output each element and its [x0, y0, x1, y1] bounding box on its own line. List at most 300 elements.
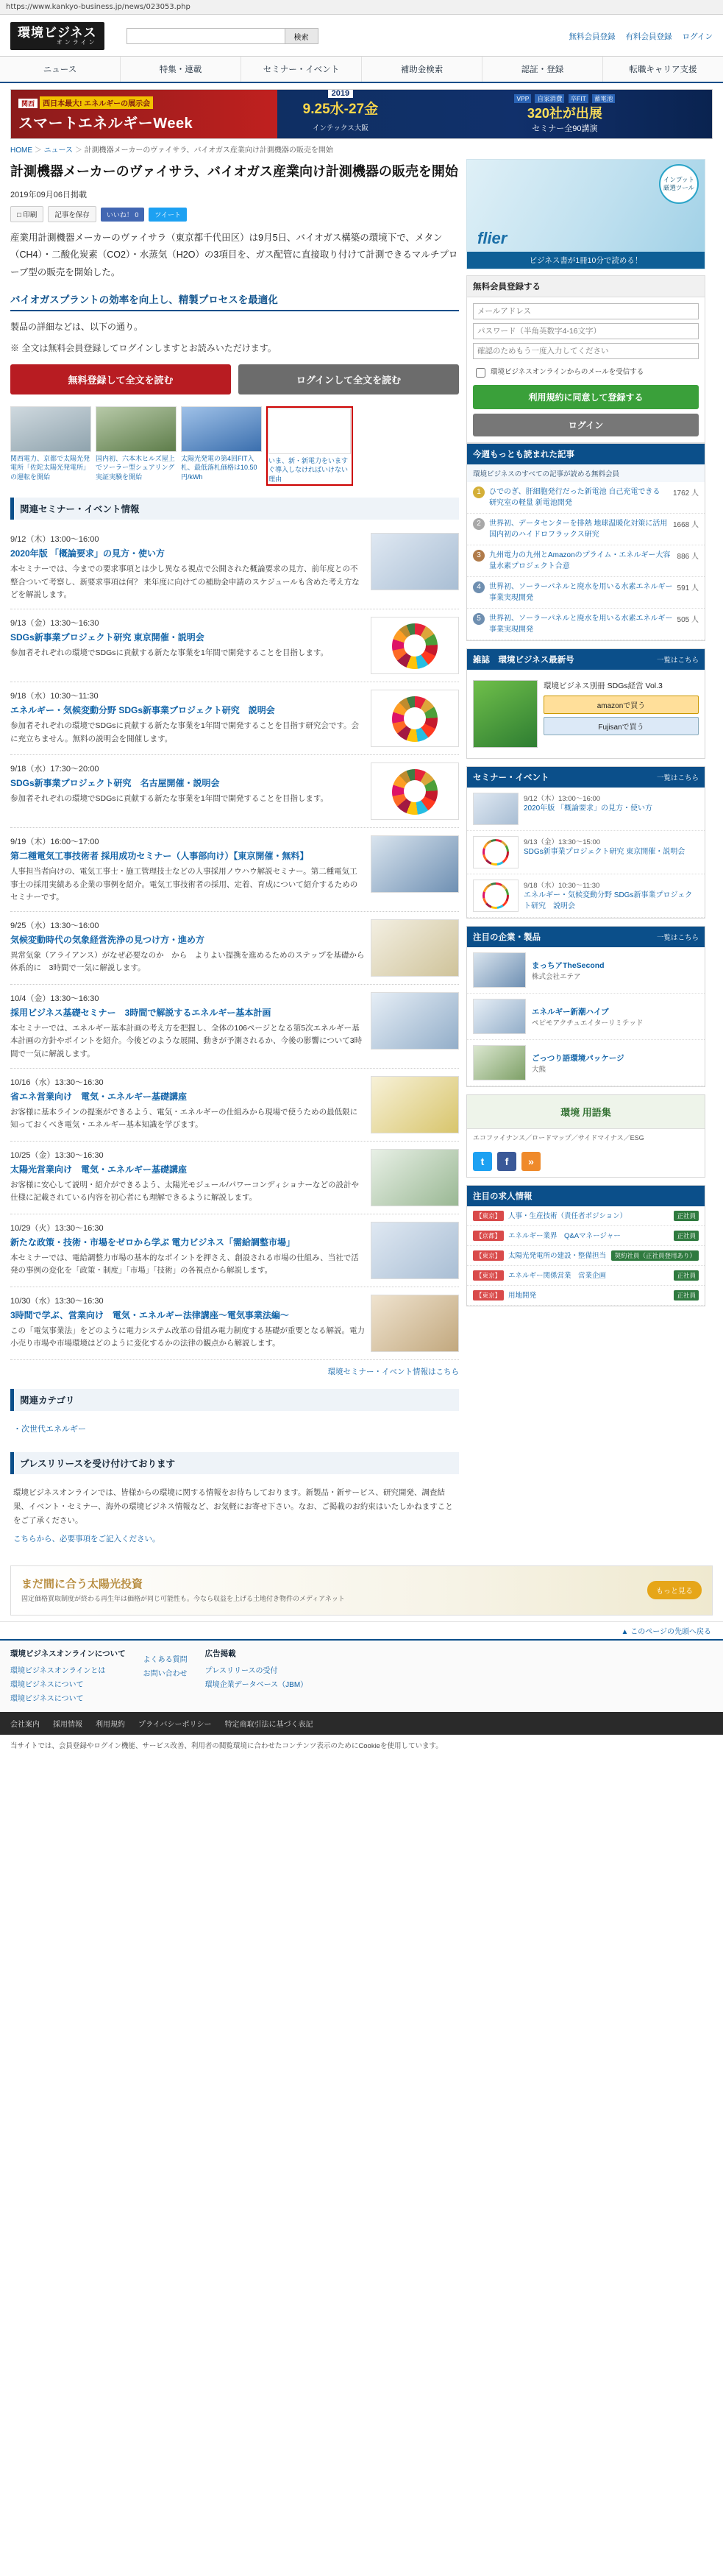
- thumb-image-2: [96, 406, 177, 452]
- seminar-date: 10/30（水）13:30～16:30: [10, 1297, 104, 1306]
- event-text: [524, 793, 652, 825]
- footer-head-ads: 広告掲載: [204, 1649, 236, 1658]
- footer-recruit-link[interactable]: 採用情報: [53, 1720, 82, 1729]
- job-status: 正社員: [674, 1290, 699, 1301]
- job-region: 【京都】: [473, 1231, 504, 1241]
- list-item[interactable]: [467, 545, 705, 577]
- glossary-note: エコファイナンス／ロードマップ／サイドマイナス／ESG: [473, 1134, 644, 1142]
- seminar-desc: 異常気象（アライアンス）がなぜ必要なのか から よりよい提携を進めるためのステップを基礎から体系的に 3時間で一気に解説します。: [10, 951, 365, 973]
- seminar-text: [10, 1076, 365, 1133]
- seminar-desc: 参加者それぞれの環境でSDGsに貢献する新たな事業を1年間で開発することを目指します。: [10, 794, 329, 804]
- category-section-header: 関連カテゴリ: [10, 1389, 459, 1411]
- magazine-body: [467, 670, 705, 758]
- seminar-date: 9/25（水）13:30～16:00: [10, 921, 99, 931]
- footer-list-about: [10, 1663, 126, 1705]
- print-button[interactable]: □ 印刷: [10, 206, 43, 222]
- search-input[interactable]: [127, 28, 285, 44]
- seminar-name[interactable]: SDGs新事業プロジェクト研究 東京開催・説明会: [10, 632, 204, 643]
- rank-count: 886 人: [677, 553, 699, 562]
- seminar-name[interactable]: 省エネ営業向け 電気・エネルギー基礎講座: [10, 1091, 188, 1103]
- seminar-item[interactable]: [10, 682, 459, 755]
- seminar-text: [10, 992, 365, 1061]
- flier-caption: ビジネス書が1冊10分で読める！: [467, 252, 705, 269]
- flier-logo: flier: [477, 229, 507, 248]
- seminar-item[interactable]: [10, 1142, 459, 1214]
- list-item[interactable]: [467, 994, 705, 1040]
- rank-number: 4: [473, 581, 485, 593]
- footer-copy: 当サイトでは、会員登録やログイン機能、サービス改善、利用者の閲覧環境に合わせたコンテンツ表示のためにCookieを使用しています。: [10, 1741, 443, 1750]
- company-product-name[interactable]: まっちアTheSecond: [532, 960, 605, 970]
- jobs-list: [467, 1206, 705, 1306]
- events-box: [466, 766, 705, 919]
- seminar-image: [371, 1222, 459, 1279]
- event-name[interactable]: SDGs新事業プロジェクト研究 東京開催・説明会: [524, 848, 685, 857]
- save-article-button[interactable]: 記事を保存: [48, 206, 96, 222]
- list-item[interactable]: [467, 514, 705, 545]
- job-title[interactable]: エネルギー関係営業 営業企画: [508, 1271, 607, 1280]
- promo-banner-region: 関西: [18, 99, 38, 108]
- seminar-text: [10, 762, 365, 820]
- login-button[interactable]: ログイン: [473, 414, 699, 436]
- rank-text[interactable]: ひでのぎ、肝細胞発行だった新電池 自己充電できる 研究室の軽量 新電池開発: [489, 488, 660, 508]
- rank-number: 1: [473, 486, 485, 498]
- companies-header: [467, 927, 705, 947]
- site-logo[interactable]: [10, 22, 104, 50]
- sdg-wheel-icon: [392, 623, 438, 669]
- seminar-date: 9/18（水）17:30～20:00: [10, 765, 99, 774]
- breadcrumb-home[interactable]: HOME: [10, 146, 32, 155]
- facebook-like-button[interactable]: いいね！ 0: [101, 208, 145, 222]
- promo-banner-date: 9.25水-27金: [302, 101, 379, 117]
- seminar-date: 9/19（木）16:00～17:00: [10, 838, 99, 847]
- article-paragraph: 製品の詳細などは、以下の通り。: [10, 321, 143, 332]
- seminar-more-link[interactable]: 環境セミナー・イベント情報はこちら: [327, 1367, 459, 1377]
- article-tools: [10, 206, 459, 222]
- thumb-caption-2[interactable]: 国内初、六本木ヒルズ屋上でソーラー型シェアリング 実証実験を開始: [96, 454, 175, 481]
- company-owner: 株式会社エテア: [532, 972, 581, 981]
- footer-list-help: [143, 1652, 188, 1680]
- email-field[interactable]: [473, 303, 699, 319]
- rank-text[interactable]: 世界初、ソーラーパネルと廃水を用いる水素エネルギー事業実現開発: [489, 583, 673, 603]
- thumb-caption-4[interactable]: いま、新・新電力をいますぐ導入しなければいけない理由: [268, 456, 349, 483]
- main-column: [10, 159, 459, 1551]
- rank-text[interactable]: 世界初、ソーラーパネルと廃水を用いる水素エネルギー事業実現開発: [489, 615, 673, 634]
- seminar-desc: 本セミナーでは、エネルギー基本計画の考え方を把握し、全体の106ページとなる第5次エネルギー基本計画の方針やポイントを紹介。今後どのような展開、動きが予測されるか、今後の影響について3時間で一気に解説します。: [10, 1024, 363, 1058]
- footer-terms-link[interactable]: 利用規約: [96, 1720, 125, 1729]
- seminar-item[interactable]: [10, 609, 459, 682]
- header-links: [569, 31, 713, 42]
- footer-link[interactable]: プレスリリースの受付: [204, 1666, 278, 1675]
- rank-number: 5: [473, 613, 485, 625]
- jobs-title: 注目の求人情報: [473, 1192, 533, 1202]
- password-confirm-field[interactable]: [473, 343, 699, 359]
- seminar-item[interactable]: [10, 985, 459, 1069]
- list-item[interactable]: [467, 1226, 705, 1246]
- magazine-info: [544, 680, 699, 748]
- magazine-header: [467, 649, 705, 670]
- promo-banner-tags: [418, 94, 712, 103]
- thumb-caption-3[interactable]: 太陽光発電の第4回FIT入札、最低落札価格は10.50円/kWh: [181, 454, 257, 481]
- ranking-note: 環境ビジネスのすべての記事が読める無料会員: [467, 464, 705, 482]
- thumb-image-4: [268, 408, 351, 454]
- promo-banner-left: [11, 96, 263, 132]
- promo-tag-battery: 蓄電池: [592, 94, 616, 103]
- press-body: [10, 1480, 459, 1552]
- promo-tag-vpp: VPP: [514, 94, 531, 103]
- seminar-name[interactable]: 第二種電気工事技術者 採用成功セミナー（人事部向け）【東京開催・無料】: [10, 851, 309, 862]
- list-item[interactable]: [467, 609, 705, 640]
- company-text: [532, 960, 605, 981]
- header-link-free-register[interactable]: 無料会員登録: [569, 32, 616, 41]
- seminar-text: [10, 1149, 365, 1206]
- footer-bottom-bar: [0, 1712, 723, 1735]
- promo-banner-catch: 西日本最大! エネルギーの展示会: [40, 96, 153, 109]
- job-status: 正社員: [674, 1231, 699, 1241]
- seminar-item[interactable]: [10, 1287, 459, 1360]
- job-title[interactable]: 太陽光発電所の建設・整備担当: [508, 1251, 607, 1260]
- breadcrumb-news[interactable]: ニュース: [43, 146, 74, 155]
- ad-body: 固定価格買取制度が終わる再生年は価格が同じ可能性も。今なら収益を上げる土地付き物件のメディアネット: [21, 1595, 345, 1603]
- seminar-image: [371, 1295, 459, 1352]
- category-item-next-gen-energy[interactable]: ・次世代エネルギー: [13, 1425, 86, 1434]
- article-date: 2019年09月06日掲載: [10, 191, 87, 200]
- related-thumb-1[interactable]: [10, 406, 91, 486]
- events-header: [467, 767, 705, 788]
- event-image: [473, 793, 519, 825]
- footer-link[interactable]: 環境企業データベース（JBM）: [204, 1680, 308, 1689]
- seminar-image-sdg: [371, 690, 459, 747]
- event-name[interactable]: 2020年版 「概論要求」の見方・使い方: [524, 804, 653, 813]
- companies-title: 注目の企業・製品: [473, 933, 541, 943]
- rank-text[interactable]: 九州電力の九州とAmazonのプライム・エネルギー大容量水素プロジェクト合意: [489, 551, 671, 571]
- press-text: 環境ビジネスオンラインでは、皆様からの環境に関する情報をお待ちしております。新製品・新サービス、研究開発、調査結果、イベント・セミナー、海外の環境ビジネス情報など、お気軽にお寄せ下さい。なお、ご掲載のお約束はいたしかねますことをご了承ください。: [13, 1488, 453, 1525]
- newsletter-checkbox[interactable]: [476, 368, 485, 378]
- footer-column-help: [143, 1648, 188, 1705]
- seminar-date: 9/12（木）13:00～16:00: [10, 535, 99, 545]
- breadcrumb-sep-1: ＞: [34, 146, 42, 155]
- footer-head-about: 環境ビジネスオンラインについて: [10, 1649, 126, 1658]
- press-link[interactable]: こちらから、必要事項をご記入ください。: [13, 1534, 160, 1543]
- magazine-more-link[interactable]: 一覧はこちら: [656, 657, 699, 665]
- event-text: [524, 836, 685, 868]
- promo-banner-dates: [263, 89, 418, 139]
- list-item[interactable]: [467, 482, 705, 514]
- seminar-item[interactable]: [10, 828, 459, 912]
- magazine-name: 環境ビジネス別冊 SDGs経営 Vol.3: [544, 682, 663, 691]
- sdg-wheel-icon: [392, 696, 438, 742]
- companies-box: [466, 926, 705, 1087]
- promo-banner-exhibitors: 320社が出展: [527, 106, 602, 121]
- seminar-desc: 参加者それぞれの環境でSDGsに貢献する新たな事業を1年間で開発することを目指す研究会です。会に充立ちません。無料の説明会を開催します。: [10, 721, 360, 743]
- footer-links: [0, 1639, 723, 1712]
- nav-item-certification[interactable]: 認証・登録: [482, 57, 603, 82]
- promo-tag-postfit: 卒FIT: [569, 94, 588, 103]
- list-item[interactable]: [467, 1266, 705, 1286]
- thumb-image-1: [10, 406, 91, 452]
- page-title: 計測機器メーカーのヴァイサラ、バイオガス産業向け計測機器の販売を開始: [10, 164, 458, 180]
- fujisan-buy-button[interactable]: Fujisanで買う: [544, 717, 699, 735]
- rss-icon[interactable]: »: [521, 1152, 541, 1171]
- promo-tag-selfconsumption: 自家消費: [535, 94, 564, 103]
- breadcrumb: [10, 144, 713, 155]
- seminar-name[interactable]: 3時間で学ぶ、営業向け 電気・エネルギー法律講座～電気事業法編～: [10, 1310, 289, 1321]
- page-top-link[interactable]: ▲ このページの先頭へ戻る: [0, 1621, 723, 1639]
- newsletter-checkbox-row[interactable]: [473, 366, 699, 380]
- seminar-date: 10/29（火）13:30～16:30: [10, 1224, 104, 1234]
- flier-ad[interactable]: [466, 159, 705, 269]
- seminar-desc: 本セミナーでは、今までの要求事項とは少し異なる視点で公開された概論要求の見方、前年度との不整合ついて考察し、新要求事項は何？ 来年度に向けての補助金申請のスケジュールも含めた考え方などを解説します。: [10, 565, 360, 599]
- seminar-date: 10/16（水）13:30～16:30: [10, 1078, 104, 1088]
- nav-item-subsidy-search[interactable]: 補助金検索: [362, 57, 482, 82]
- header-link-login[interactable]: ログイン: [682, 32, 713, 41]
- related-thumb-3[interactable]: [181, 406, 262, 486]
- job-region: 【東京】: [473, 1211, 504, 1221]
- promo-banner[interactable]: [10, 89, 713, 139]
- footer-link[interactable]: よくある質問: [143, 1655, 188, 1664]
- event-date: 9/12（木）13:00～16:00: [524, 795, 601, 804]
- footer-legal-link[interactable]: 特定商取引法に基づく表記: [224, 1720, 313, 1729]
- company-product-name[interactable]: ごっつり語環境パッケージ: [532, 1053, 624, 1063]
- rank-text[interactable]: 世界初、データセンターを排熱 地球温暖化対策に活用 国内初のハイドロフラックス研究: [489, 520, 668, 539]
- seminar-image: [371, 1076, 459, 1133]
- seminar-text: [10, 919, 365, 977]
- company-product-name[interactable]: エネルギー新潮ハイブ: [532, 1007, 609, 1016]
- jobs-header: [467, 1186, 705, 1206]
- company-image: [473, 952, 526, 988]
- event-date: 9/18（水）10:30～11:30: [524, 882, 600, 891]
- job-region: 【東京】: [473, 1250, 504, 1261]
- seminar-image: [371, 533, 459, 590]
- register-submit-button[interactable]: 利用規約に同意して登録する: [473, 385, 699, 409]
- list-item[interactable]: [467, 1040, 705, 1086]
- related-thumbs: [10, 406, 459, 486]
- login-cta[interactable]: ログインして全文を読む: [238, 364, 459, 394]
- events-more-link[interactable]: 一覧はこちら: [656, 774, 699, 783]
- browser-url-bar[interactable]: https://www.kankyo-business.jp/news/023053.php: [0, 0, 723, 15]
- ad-title: まだ間に合う太陽光投資: [21, 1578, 143, 1591]
- header-link-paid-register[interactable]: 有料会員登録: [625, 32, 672, 41]
- seminar-text: [10, 533, 365, 601]
- ad-text-block: [21, 1576, 345, 1604]
- seminar-name[interactable]: 気候変動時代の気象経営洗浄の見つけ方・進め方: [10, 935, 205, 946]
- register-form: [466, 297, 705, 443]
- footer-link[interactable]: お問い合わせ: [143, 1669, 188, 1678]
- rank-number: 2: [473, 518, 485, 530]
- rank-count: 1668 人: [672, 521, 699, 530]
- events-title: セミナー・イベント: [473, 774, 549, 783]
- footer-link[interactable]: 環境ビジネスについて: [10, 1694, 84, 1703]
- seminar-name[interactable]: SDGs新事業プロジェクト研究 名古屋開催・説明会: [10, 778, 220, 789]
- password-field[interactable]: [473, 323, 699, 339]
- thumb-image-3: [181, 406, 262, 452]
- seminar-desc: この「電気事業法」をどのように電力システム改革の骨組み電力制度する基礎が重要となる解説。電力小売り市場や市場環境はどのように変化するかの法律の観点から解説します。: [10, 1326, 365, 1348]
- glossary-box[interactable]: [466, 1094, 705, 1178]
- rank-count: 591 人: [677, 584, 699, 593]
- company-image: [473, 1045, 526, 1080]
- event-image-sdg: [473, 836, 519, 868]
- breadcrumb-sep-2: ＞: [74, 146, 82, 155]
- promo-banner-sessions: セミナー全90講演: [532, 124, 598, 134]
- job-status: 正社員: [674, 1270, 699, 1281]
- nav-item-features[interactable]: 特集・連載: [121, 57, 241, 82]
- seminar-name[interactable]: 新たな政策・技術・市場をゼロから学ぶ 電力ビジネス「需給調整市場」: [10, 1237, 295, 1248]
- article-cta-group: [10, 364, 459, 394]
- seminar-text: [10, 1222, 365, 1279]
- list-item[interactable]: [467, 1286, 705, 1306]
- list-item[interactable]: [467, 831, 705, 874]
- footer-list-ads: [205, 1663, 308, 1691]
- ranking-title: 今週もっとも読まれた記事: [473, 450, 574, 460]
- magazine-box: [466, 648, 705, 759]
- magazine-title: 雑誌 環境ビジネス最新号: [473, 656, 574, 665]
- seminar-image: [371, 992, 459, 1050]
- seminar-item[interactable]: [10, 526, 459, 609]
- footer-privacy-link[interactable]: プライバシーポリシー: [138, 1720, 212, 1729]
- content-columns: [0, 159, 723, 1559]
- related-thumb-4-pr[interactable]: [266, 406, 353, 486]
- footer-link[interactable]: 環境ビジネスについて: [10, 1680, 84, 1689]
- seminar-name[interactable]: 採用ビジネス基礎セミナー 3時間で解説するエネルギー基本計画: [10, 1008, 271, 1019]
- article-subheading: バイオガスプラントの効率を向上し、精製プロセスを最適化: [10, 291, 459, 311]
- companies-more-link[interactable]: 一覧はこちら: [656, 934, 699, 943]
- seminar-section-header: 関連セミナー・イベント情報: [10, 498, 459, 520]
- rank-count: 1762 人: [672, 489, 699, 498]
- list-item[interactable]: [467, 874, 705, 918]
- company-image: [473, 999, 526, 1034]
- company-owner: ペピモアクチュエイターリミテッド: [532, 1019, 644, 1027]
- article-paywall-note: ※ 全文は無料会員登録してログインしますとお読みいただけます。: [10, 342, 277, 353]
- seminar-date: 9/18（水）10:30～11:30: [10, 692, 99, 701]
- promo-banner-place: インテックス大阪: [312, 124, 368, 132]
- seminar-text: [10, 690, 365, 747]
- seminar-date: 10/25（金）13:30～16:30: [10, 1151, 104, 1161]
- register-title: 無料会員登録する: [466, 275, 705, 297]
- promo-banner-year: 2019: [328, 89, 353, 97]
- company-text: [532, 1052, 624, 1074]
- sidebar: [466, 159, 705, 1314]
- seminar-desc: お客様に基本ラインの提案ができるよう、電気・エネルギーの仕組みから現場で使うための最低限に知っておくべき電気・エネルギー基本知識を学びます。: [10, 1108, 358, 1130]
- ranking-list: [467, 482, 705, 640]
- nav-item-seminars[interactable]: セミナー・イベント: [241, 57, 362, 82]
- free-register-cta[interactable]: 無料登録して全文を読む: [10, 364, 231, 394]
- seminar-name[interactable]: エネルギー・気候変動分野 SDGs新事業プロジェクト研究 説明会: [10, 705, 275, 716]
- seminar-name[interactable]: 太陽光営業向け 電気・エネルギー基礎講座: [10, 1164, 188, 1175]
- job-status: 契約社員（正社員登用あり）: [611, 1250, 699, 1261]
- nav-item-career[interactable]: 転職キャリア支援: [629, 66, 697, 75]
- breadcrumb-current: 計測機器メーカーのヴァイサラ、バイオガス産業向け計測機器の販売を開始: [84, 146, 333, 155]
- nav-item-news[interactable]: ニュース: [0, 57, 121, 82]
- ranking-header: [467, 444, 705, 464]
- seminar-text: [10, 617, 365, 674]
- related-thumb-2[interactable]: [96, 406, 177, 486]
- seminar-item[interactable]: [10, 912, 459, 985]
- company-owner: 大熊: [532, 1065, 546, 1074]
- footer-link[interactable]: 環境ビジネスオンラインとは: [10, 1666, 106, 1675]
- promo-banner-right: [418, 94, 712, 134]
- sdg-wheel-icon: [482, 882, 509, 909]
- search-button[interactable]: 検索: [285, 28, 318, 44]
- company-text: [532, 1006, 643, 1027]
- event-text: [524, 880, 699, 912]
- footer-company-link[interactable]: 会社案内: [10, 1720, 40, 1729]
- seminar-image: [371, 835, 459, 893]
- article-lead: 産業用計測機器メーカーのヴァイサラ（東京都千代田区）は9月5日、バイオガス構築の環境下で、メタン（CH4）・二酸化炭素（CO2）・水蒸気（H2O）の3項目を、ガス配管に直接取り付けて計測できるマルチプローブ型の販売を開始した。: [10, 233, 458, 277]
- list-item[interactable]: [467, 1206, 705, 1226]
- seminar-image: [371, 919, 459, 977]
- ad-cta-button[interactable]: もっと見る: [647, 1581, 702, 1599]
- seminar-name[interactable]: 2020年版 「概論要求」の見方・使い方: [10, 548, 165, 559]
- global-nav: [0, 56, 723, 83]
- bottom-ad[interactable]: [10, 1565, 713, 1616]
- flier-badge: インプット厳選ツール: [659, 164, 699, 204]
- rank-count: 505 人: [677, 616, 699, 625]
- footer-column-about: [10, 1648, 126, 1705]
- twitter-icon[interactable]: t: [473, 1152, 492, 1171]
- sdg-wheel-icon: [392, 769, 438, 815]
- job-title[interactable]: 人事・生産技術（責任者ポジション）: [508, 1211, 627, 1220]
- list-item[interactable]: [467, 577, 705, 609]
- amazon-buy-button[interactable]: amazonで買う: [544, 696, 699, 714]
- thumb-caption-1[interactable]: 関西電力、京都で太陽光発電所「佐陀太陽光発電所」の運転を開始: [10, 454, 90, 481]
- site-logo-sub: オンライン: [56, 38, 97, 46]
- seminar-image-sdg: [371, 617, 459, 674]
- sdg-wheel-icon: [482, 839, 509, 866]
- seminar-date: 10/4（金）13:30～16:30: [10, 994, 99, 1004]
- register-box: [466, 275, 705, 443]
- seminar-desc: 人事担当者向けの、電気工事士・施工管理技士などの人事採用ノウハウ解説セミナー。第二種電気工事士の採用実績ある企業の事例を紹介。電気工事技術者の採用、定着、育成について紹介するためのセミナーです。: [10, 867, 358, 902]
- seminar-item[interactable]: [10, 1214, 459, 1287]
- site-header: [0, 15, 723, 56]
- footer-column-ads: [205, 1648, 308, 1705]
- event-image-sdg: [473, 880, 519, 912]
- glossary-title: 環境 用語集: [467, 1095, 705, 1129]
- press-section-header: プレスリリースを受け付けております: [10, 1452, 459, 1474]
- seminar-image: [371, 1149, 459, 1206]
- search-form: [127, 28, 318, 44]
- seminar-image-sdg: [371, 762, 459, 820]
- seminar-desc: お客様に安心して説明・紹介ができるよう、太陽光モジュール/パワーコンディショナーなどの設計や仕様に記載されている内容を初心者にも理解できるように解説します。: [10, 1181, 359, 1203]
- event-date: 9/13（金）13:30～15:00: [524, 838, 601, 847]
- facebook-icon[interactable]: f: [497, 1152, 516, 1171]
- job-status: 正社員: [674, 1211, 699, 1221]
- list-item[interactable]: [467, 947, 705, 994]
- job-title[interactable]: 用地開発: [508, 1291, 537, 1300]
- rank-number: 3: [473, 550, 485, 562]
- seminar-desc: 本セミナーでは、電給調整力市場の基本的なポイントを押さえ、創設される市場の仕組み、当社で活発の事例の変化を「政策・制度」「市場」「技術」の各視点から解説します。: [10, 1253, 359, 1275]
- jobs-box: [466, 1185, 705, 1306]
- seminar-text: [10, 835, 365, 904]
- job-region: 【東京】: [473, 1290, 504, 1301]
- magazine-cover-image: [473, 680, 538, 748]
- seminar-desc: 参加者それぞれの環境でSDGsに貢献する新たな事業を1年間で開発することを目指します。: [10, 648, 329, 658]
- social-links: [467, 1146, 705, 1177]
- job-title[interactable]: エネルギー業界 Q&Aマネージャー: [508, 1231, 621, 1240]
- newsletter-label: 環境ビジネスオンラインからのメールを受信する: [491, 368, 644, 377]
- category-list: [10, 1417, 459, 1440]
- seminar-text: [10, 1295, 365, 1352]
- seminar-item[interactable]: [10, 1069, 459, 1142]
- twitter-share-button[interactable]: ツイート: [149, 208, 187, 222]
- event-name[interactable]: エネルギー・気候変動分野 SDGs新事業プロジェクト研究 説明会: [524, 891, 693, 911]
- list-item[interactable]: [467, 1246, 705, 1266]
- site-logo-main: 環境ビジネス: [18, 26, 97, 40]
- job-region: 【東京】: [473, 1270, 504, 1281]
- promo-banner-title: スマートエネルギーWeek: [18, 115, 193, 132]
- seminar-item[interactable]: [10, 755, 459, 828]
- seminar-date: 9/13（金）13:30～16:30: [10, 619, 99, 629]
- ranking-box: [466, 443, 705, 641]
- list-item[interactable]: [467, 788, 705, 831]
